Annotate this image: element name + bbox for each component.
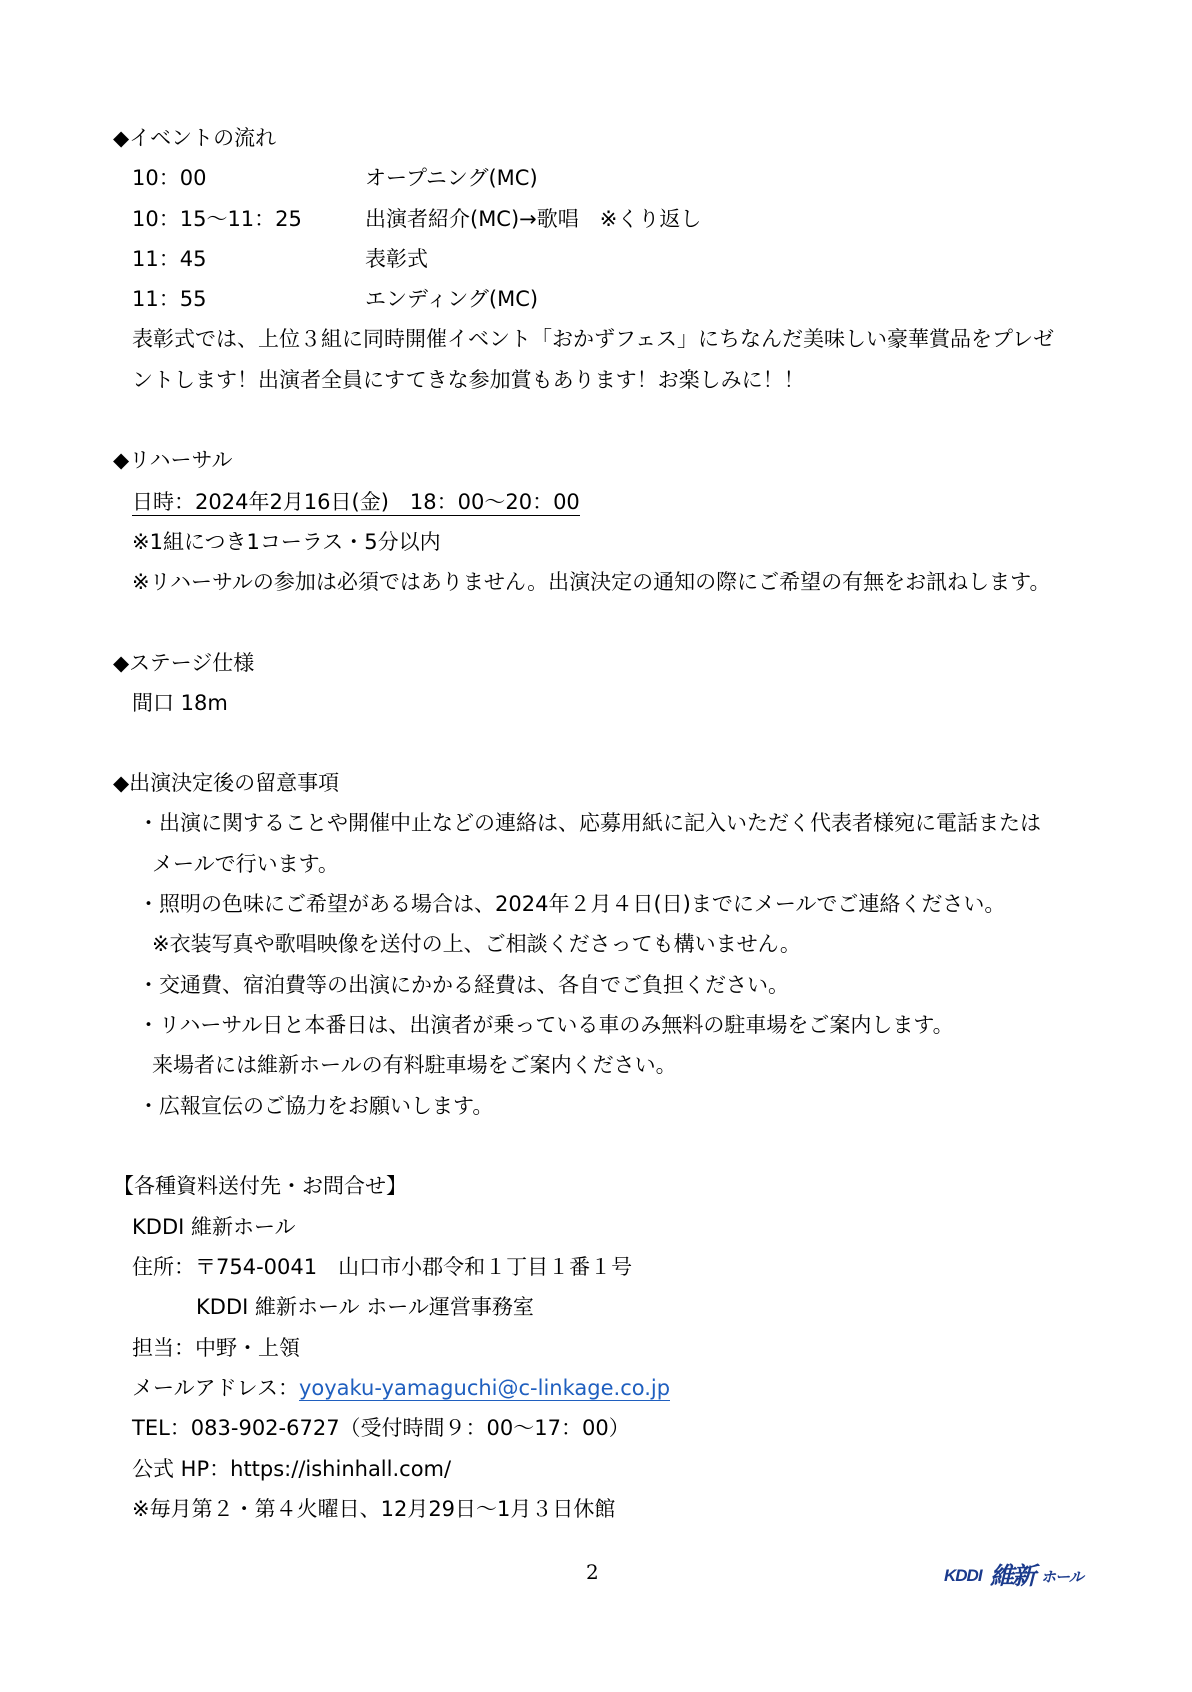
contact-email-row: [132, 1374, 670, 1402]
notes-item-3: ・交通費、宿泊費等の出演にかかる経費は、各自でご負担ください。: [138, 973, 789, 997]
logo-hall-text: ホール: [1041, 1568, 1083, 1586]
rehearsal-datetime-text: 日時：2024年2月16日(金) 18：00～20：00: [132, 490, 580, 514]
flow-item-2: 出演者紹介(MC)→歌唱 ※くり返し: [365, 207, 702, 231]
notes-item-1-line-1: ・出演に関することや開催中止などの連絡は、応募用紙に記入いただく代表者様宛に電話または: [138, 811, 1041, 835]
logo-ishin-text: 維新: [990, 1561, 1034, 1590]
rehearsal-note-1: ※1組につき1コーラス・5分以内: [132, 530, 441, 554]
flow-item-3: 表彰式: [365, 247, 428, 271]
contact-website: 公式 HP：https://ishinhall.com/: [132, 1457, 452, 1481]
contact-organization: KDDI 維新ホール: [132, 1215, 296, 1239]
section-heading-notes: ◆出演決定後の留意事項: [113, 771, 340, 795]
notes-item-1-line-2: メールで行います。: [152, 852, 339, 876]
rehearsal-note-2: ※リハーサルの参加は必須ではありません。出演決定の通知の際にご希望の有無をお訊ねします。: [132, 570, 1051, 594]
flow-time-1: 10：00: [132, 166, 207, 190]
contact-address-line-2: KDDI 維新ホール ホール運営事務室: [196, 1295, 534, 1319]
logo-kddi-text: KDDI: [944, 1566, 982, 1585]
notes-item-2-line-2: ※衣装写真や歌唱映像を送付の上、ご相談くださっても構いません。: [152, 932, 801, 956]
contact-email-label: メールアドレス：: [132, 1376, 299, 1400]
section-heading-stage: ◆ステージ仕様: [113, 651, 255, 675]
flow-note-line-1: 表彰式では、上位３組に同時開催イベント「おかずフェス」にちなんだ美味しい豪華賞品をプレゼ: [132, 327, 1055, 351]
contact-email-link[interactable]: yoyaku-yamaguchi@c-linkage.co.jp: [298, 1376, 671, 1400]
stage-width: 間口 18m: [132, 691, 228, 715]
notes-item-4-line-1: ・リハーサル日と本番日は、出演者が乗っている車のみ無料の駐車場をご案内します。: [138, 1013, 954, 1037]
notes-item-4-line-2: 来場者には維新ホールの有料駐車場をご案内ください。: [152, 1053, 677, 1077]
contact-address-line-1: 住所：〒754-0041 山口市小郡令和１丁目１番１号: [132, 1255, 633, 1279]
flow-time-3: 11：45: [132, 247, 207, 271]
flow-time-4: 11：55: [132, 287, 207, 311]
flow-time-2: 10：15～11：25: [132, 207, 302, 231]
notes-item-2-line-1: ・照明の色味にご希望がある場合は、2024年２月４日(日)までにメールでご連絡ください。: [138, 892, 1006, 916]
notes-item-5: ・広報宣伝のご協力をお願いします。: [138, 1094, 494, 1118]
section-heading-contact: 【各種資料送付先・お問合せ】: [113, 1174, 407, 1198]
rehearsal-datetime: [132, 488, 580, 516]
contact-tel: TEL：083-902-6727（受付時間９：00～17：00）: [132, 1416, 630, 1440]
section-heading-event-flow: ◆イベントの流れ: [113, 126, 277, 150]
flow-item-1: オープニング(MC): [365, 166, 538, 190]
page-number: 2: [586, 1560, 599, 1584]
contact-person: 担当：中野・上領: [132, 1336, 300, 1360]
section-heading-rehearsal: ◆リハーサル: [113, 448, 233, 472]
flow-item-4: エンディング(MC): [365, 287, 539, 311]
flow-note-line-2: ントします！出演者全員にすてきな参加賞もあります！お楽しみに！！: [132, 368, 805, 392]
kddi-ishin-hall-logo: [944, 1557, 1084, 1589]
contact-closed-days: ※毎月第２・第４火曜日、12月29日～1月３日休館: [132, 1497, 616, 1521]
